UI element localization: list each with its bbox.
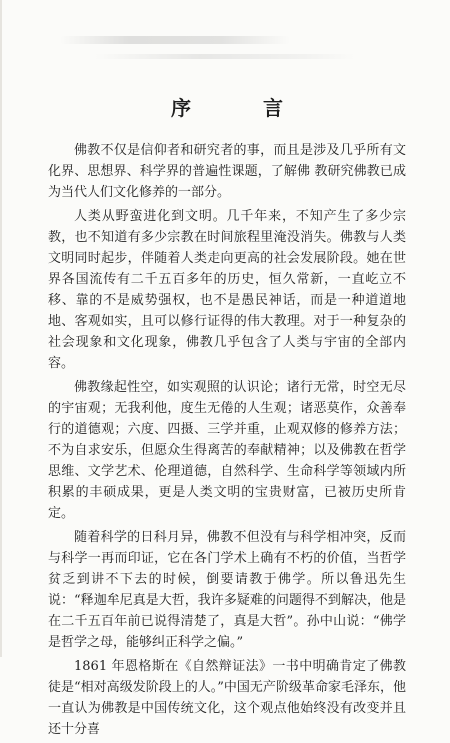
paragraph: 佛教缘起性空，如实观照的认识论；诸行无常，时空无尽的宇宙观；无我利他，度生无倦的人生观；诸恶莫作，众善奉行的道德观；六度、四摄、三学并重，止观双修的修养方法；不为自求安乐，但愿众生得离苦的奉献精神；以及佛教在哲学思维、文学艺术、伦理道德，自然科学、生命科学等领域内所积累的丰硕成果，更是人类文明的宝贵财富，已被历史所肯定。 [48, 380, 406, 521]
page-title: 序 言 [171, 96, 309, 120]
scan-smudge [60, 36, 290, 44]
paragraph: 佛教不仅是信仰者和研究者的事，而且是涉及几乎所有文化界、思想界、科学界的普遍性课题，了解佛 教研究佛教已成为当代人们文化修养的一部分。 [48, 143, 406, 200]
paragraph: 随着科学的日科月异，佛教不但没有与科学相冲突，反而与科学一再而印证，它在各门学术上确有不朽的价值，当哲学贫乏到讲不下去的时候，倒要请教于佛学。所以鲁迅先生说：“释迦牟尼真是大哲，我许多疑难的问题得不到解决，他是在二千五百年前已说得清楚了，真是大哲”。孙中山说：“佛学是哲学之母，能够纠正科学之偏。” [48, 530, 406, 650]
scan-smudge [95, 54, 355, 59]
paragraph: 人类从野蛮进化到文明。几千年来，不知产生了多少宗教，也不知道有多少宗教在时间旅程里淹没消失。佛教与人类文明同时起步，伴随着人类走向更高的社会发展阶段。她在世界各国流传有二千五百多年的历史，恒久常新，一直屹立不移、靠的不是威势强权，也不是愚民神话，而是一种道道地地、客观如实，且可以修行证得的伟大教理。对于一种复杂的社会现象和文化现象，佛教几乎包含了人类与宇宙的全部内容。 [48, 209, 406, 371]
page-body [48, 96, 406, 743]
paragraph: 1861 年恩格斯在《自然辩证法》一书中明确肯定了佛教徒是“相对高级发阶段上的人。”中国无产阶级革命家毛泽东，他一直认为佛教是中国传统文化，这个观点他始终没有改变并且还十分喜 [48, 659, 406, 737]
